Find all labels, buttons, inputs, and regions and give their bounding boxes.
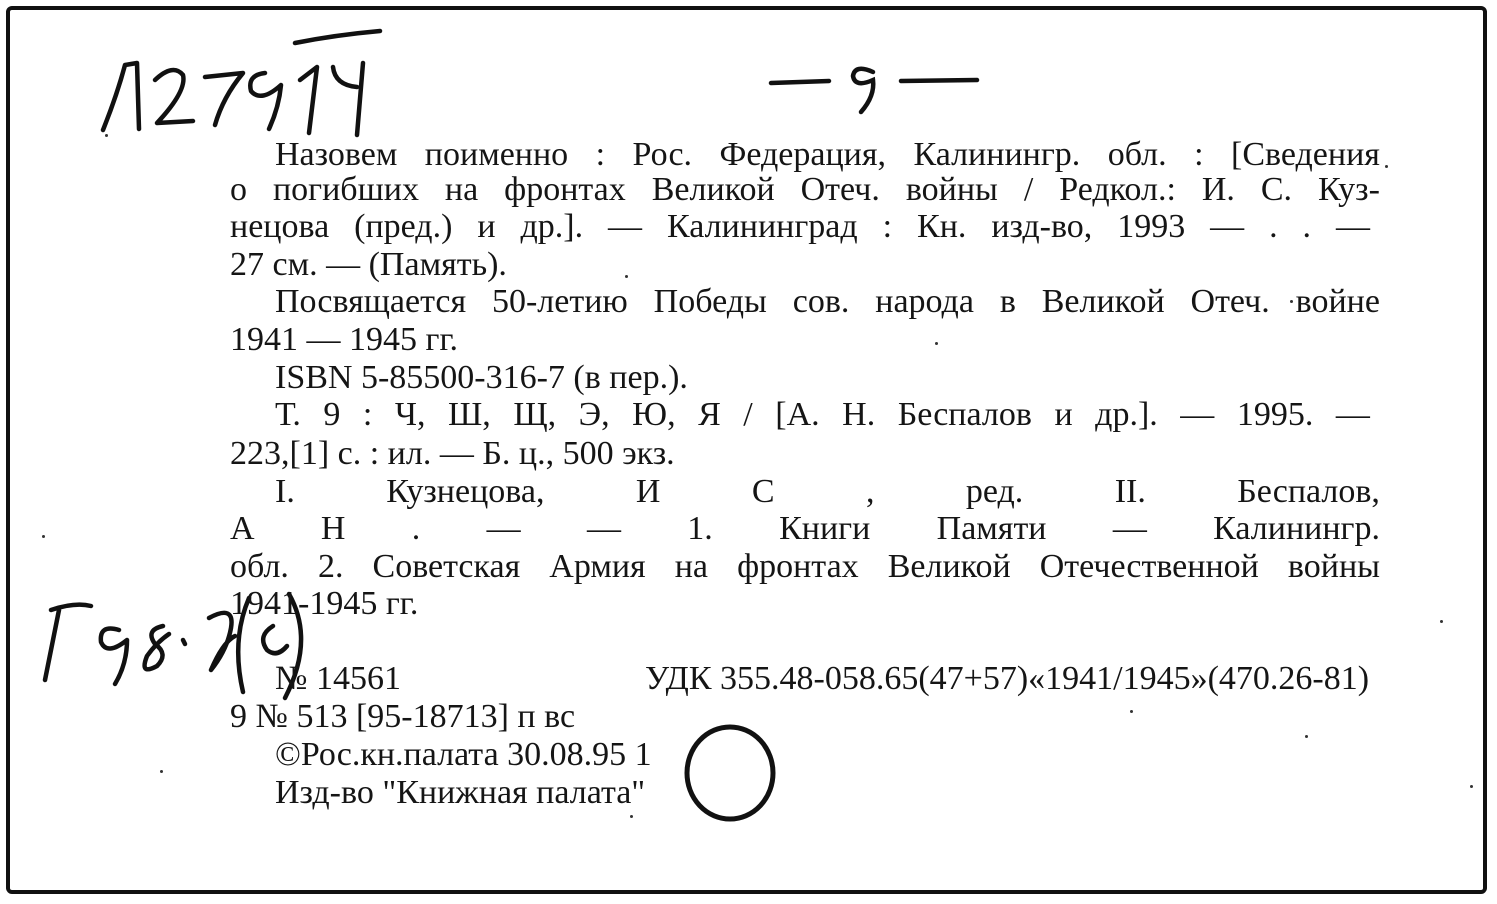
- copyright-line: ©Рос.кн.палата 30.08.95 1: [275, 736, 652, 773]
- word: Калининград: [666, 208, 858, 245]
- word: Великой: [1041, 283, 1165, 320]
- word: обл.: [230, 548, 289, 585]
- word: сов.: [792, 283, 850, 320]
- word: Н.: [842, 396, 876, 433]
- word: С: [751, 473, 775, 510]
- word: Отеч.: [800, 171, 880, 208]
- word: Великой: [887, 548, 1011, 585]
- word: :: [882, 208, 893, 245]
- entry-line-2: [230, 173, 1380, 207]
- word: 2.: [317, 548, 344, 585]
- word: И: [635, 473, 661, 510]
- word: др.].: [520, 208, 584, 245]
- word: нецова: [230, 208, 330, 245]
- word: на: [674, 548, 709, 585]
- word: войне: [1295, 283, 1380, 320]
- ink-circle-stamp: [680, 722, 780, 824]
- word: —: [608, 208, 643, 245]
- entry-line-6: 1941 — 1945 гг.: [230, 321, 459, 358]
- word: о: [230, 171, 247, 208]
- word: Кн.: [917, 208, 967, 245]
- word: —: [1210, 208, 1245, 245]
- entry-line-13: 1941-1945 гг.: [230, 585, 419, 622]
- word: Куз-: [1318, 171, 1380, 208]
- word: Великой: [651, 171, 775, 208]
- scan-speck: [1440, 620, 1443, 623]
- word: Калинингр.: [913, 136, 1081, 173]
- card-number: № 14561: [275, 660, 401, 697]
- udk-code: УДК 355.48-058.65(47+57)«1941/1945»(470.26-81): [645, 660, 1370, 697]
- word: 9: [323, 396, 341, 433]
- word: —: [1180, 396, 1215, 433]
- word: 50-летию: [491, 283, 628, 320]
- word: И.: [1201, 171, 1235, 208]
- word: —: [586, 510, 621, 547]
- word: изд-во,: [991, 208, 1093, 245]
- word: фронтах: [504, 171, 626, 208]
- word: Я: [698, 396, 721, 433]
- scan-speck: [1385, 165, 1388, 168]
- word: фронтах: [737, 548, 859, 585]
- word: [Сведения: [1231, 136, 1380, 173]
- entry-line-10: [275, 475, 1380, 509]
- word: II.: [1114, 473, 1146, 510]
- word: (пред.): [354, 208, 453, 245]
- word: Редкол.:: [1059, 171, 1176, 208]
- word: —: [1112, 510, 1147, 547]
- word: ,: [865, 473, 875, 510]
- word: I.: [275, 473, 295, 510]
- word: А: [230, 510, 255, 547]
- word: Кузнецова,: [386, 473, 545, 510]
- entry-line-8: [275, 398, 1370, 432]
- handwritten-page-number: [765, 50, 985, 120]
- word: Федерация,: [719, 136, 887, 173]
- word: Ш,: [448, 396, 491, 433]
- word: Рос.: [632, 136, 693, 173]
- word: Книги: [779, 510, 871, 547]
- word: Калинингр.: [1213, 510, 1380, 547]
- scan-speck: [160, 770, 163, 773]
- entry-line-7: ISBN 5-85500-316-7 (в пер.).: [275, 359, 688, 396]
- word: [А.: [775, 396, 820, 433]
- word: войны: [1287, 548, 1380, 585]
- word: на: [444, 171, 479, 208]
- scan-speck: [1470, 785, 1473, 788]
- scan-speck: [1130, 710, 1133, 713]
- word: .: [1269, 208, 1278, 245]
- word: в: [999, 283, 1016, 320]
- word: др.].: [1095, 396, 1158, 433]
- entry-line-5: [275, 285, 1380, 319]
- word: Отечественной: [1039, 548, 1259, 585]
- word: Назовем: [275, 136, 398, 173]
- word: —: [1335, 208, 1370, 245]
- word: войны: [905, 171, 998, 208]
- scan-speck: [630, 815, 633, 818]
- word: Беспалов,: [1237, 473, 1380, 510]
- handwritten-catalog-number: [95, 25, 385, 145]
- entry-line-3: [230, 210, 1370, 244]
- word: /: [1023, 171, 1034, 208]
- scan-speck: [625, 275, 628, 278]
- order-number: 9 № 513 [95-18713] п вс: [230, 698, 576, 735]
- entry-line-12: [230, 550, 1380, 584]
- word: 1995.: [1236, 396, 1314, 433]
- word: .: [411, 510, 421, 547]
- word: поименно: [424, 136, 569, 173]
- word: погибших: [272, 171, 419, 208]
- word: Н: [320, 510, 346, 547]
- word: 1.: [687, 510, 713, 547]
- word: 1993: [1117, 208, 1186, 245]
- scan-speck: [935, 342, 938, 345]
- word: —: [1335, 396, 1370, 433]
- word: Ю,: [632, 396, 676, 433]
- word: Ч,: [394, 396, 426, 433]
- scan-speck: [105, 134, 108, 137]
- word: Памяти: [936, 510, 1047, 547]
- word: Беспалов: [897, 396, 1032, 433]
- word: /: [743, 396, 753, 433]
- scan-speck: [1290, 300, 1293, 303]
- word: Армия: [549, 548, 646, 585]
- entry-line-9: 223,[1] с. : ил. — Б. ц., 500 экз.: [230, 435, 675, 472]
- word: обл.: [1107, 136, 1167, 173]
- word: и: [1054, 396, 1073, 433]
- word: ред.: [965, 473, 1024, 510]
- word: и: [477, 208, 496, 245]
- word: народа: [875, 283, 974, 320]
- word: :: [595, 136, 606, 173]
- word: Победы: [653, 283, 767, 320]
- word: С.: [1260, 171, 1293, 208]
- word: Щ,: [513, 396, 557, 433]
- word: Э,: [578, 396, 610, 433]
- word: :: [1194, 136, 1204, 173]
- scan-speck: [1305, 735, 1308, 738]
- word: —: [486, 510, 521, 547]
- word: Советская: [372, 548, 521, 585]
- word: Т.: [275, 396, 301, 433]
- word: Посвящается: [275, 283, 467, 320]
- scan-speck: [42, 535, 45, 538]
- word: Отеч.: [1190, 283, 1270, 320]
- word: :: [362, 396, 373, 433]
- entry-line-11: [230, 512, 1380, 546]
- entry-line-1: [275, 138, 1380, 172]
- entry-line-4: 27 см. — (Память).: [230, 246, 507, 283]
- word: .: [1302, 208, 1312, 245]
- publisher-line: Изд-во "Книжная палата": [275, 774, 646, 811]
